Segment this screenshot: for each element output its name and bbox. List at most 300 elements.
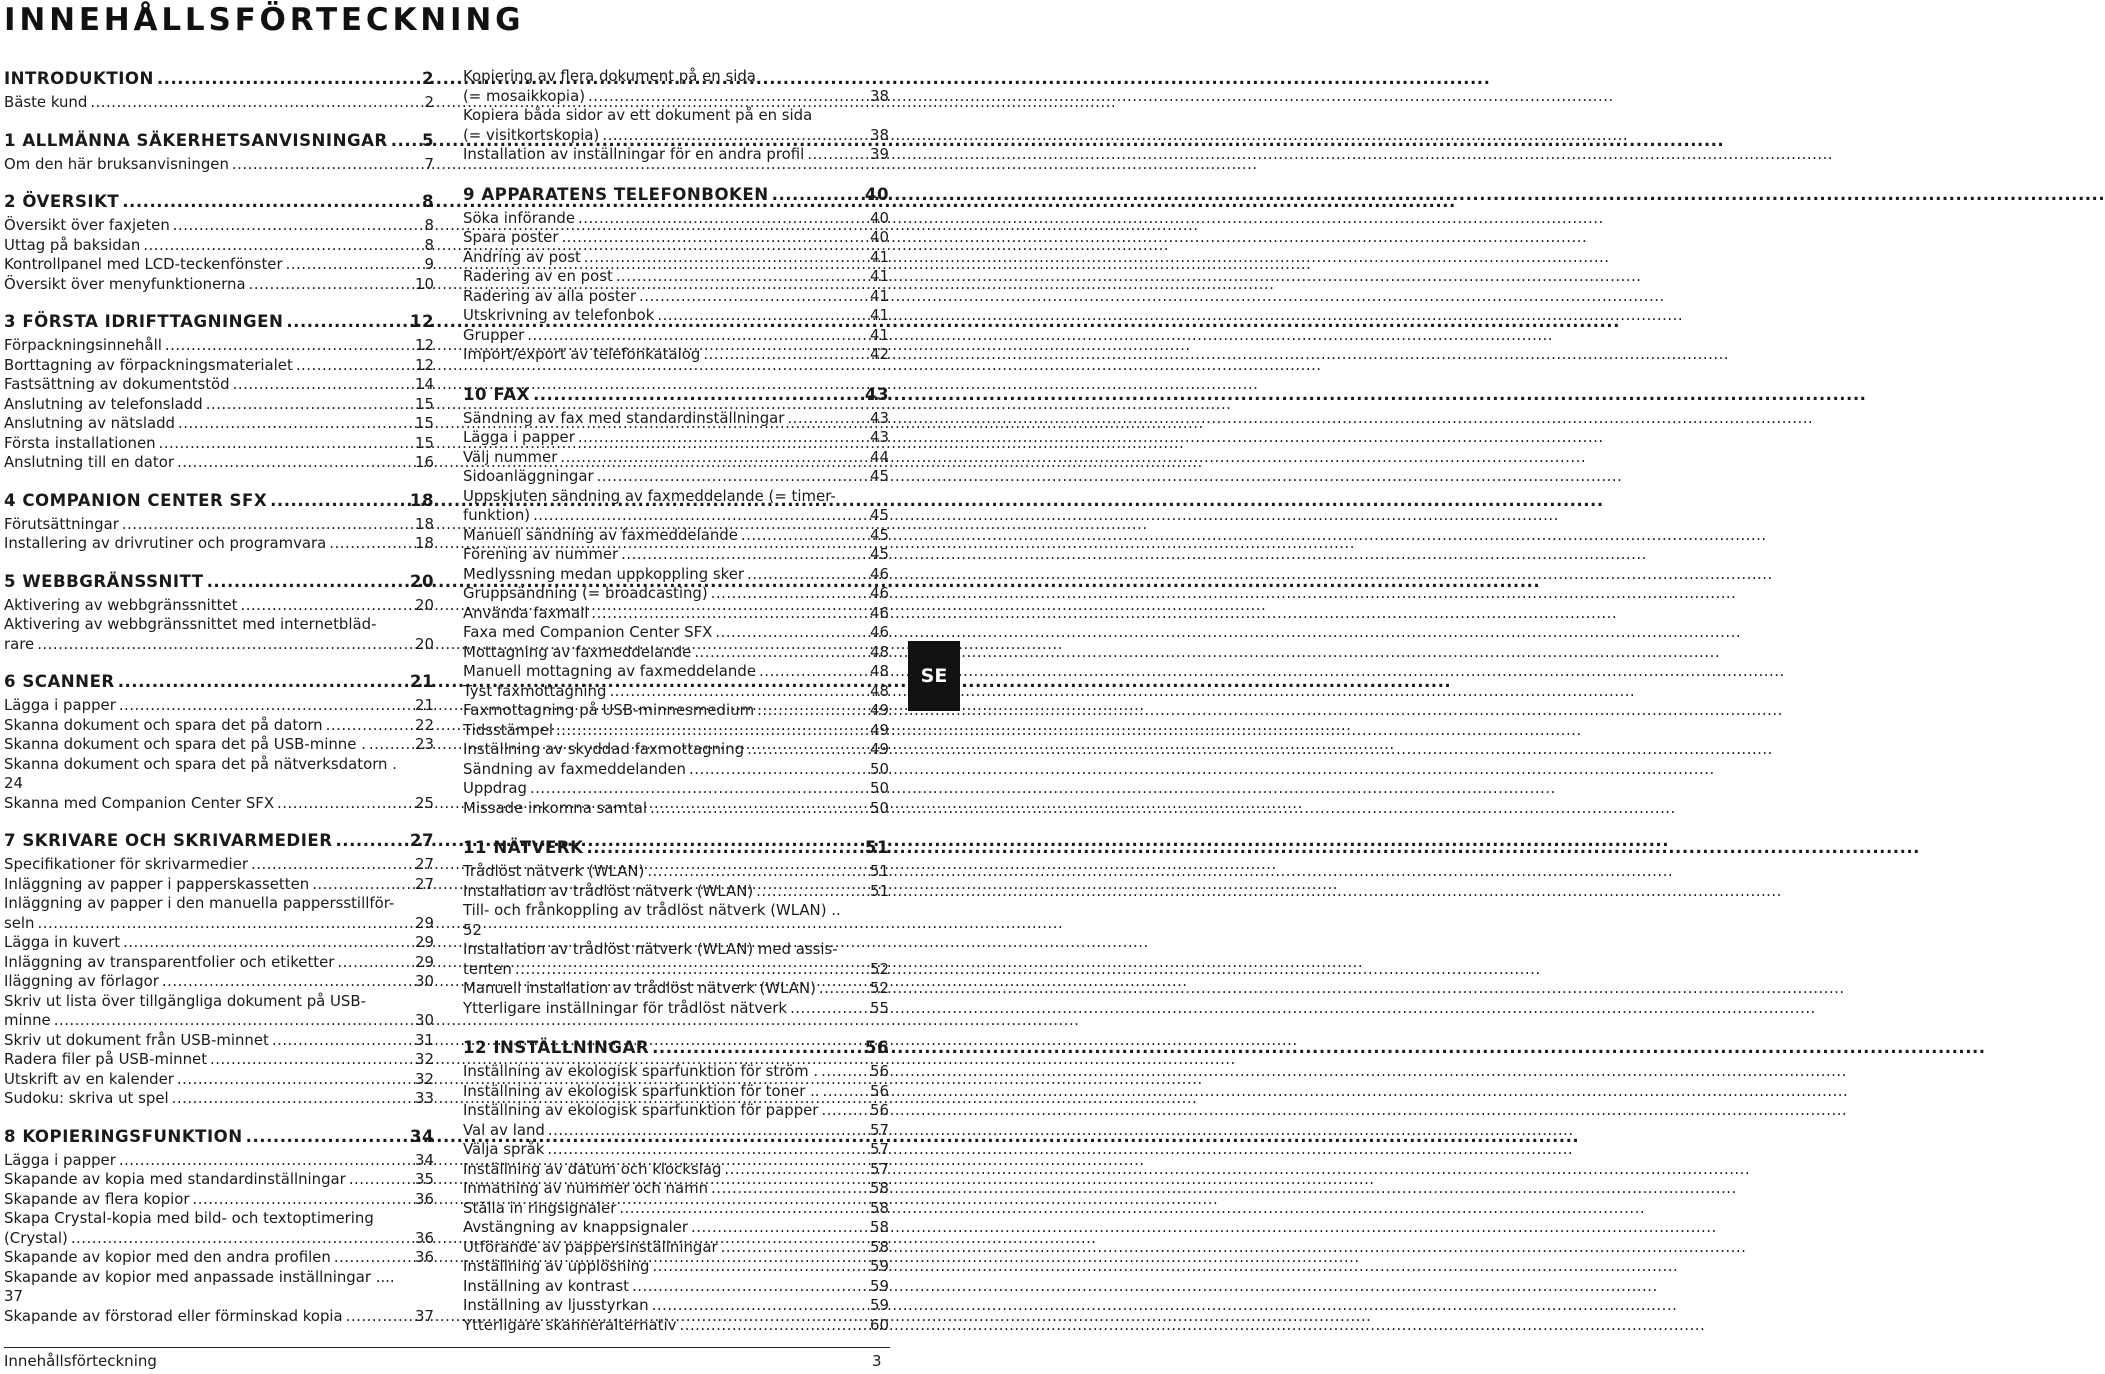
dot-leader (578, 428, 867, 448)
toc-entry-title: Faxa med Companion Center SFX (463, 623, 713, 641)
toc-entry[interactable] (4, 275, 434, 295)
toc-heading-title: 8 KOPIERINGSFUNKTION (4, 1126, 243, 1146)
toc-entry-title: Trådlöst nätverk (WLAN) (463, 862, 645, 880)
toc-entry[interactable] (4, 953, 434, 973)
dot-leader (747, 565, 867, 585)
toc-heading[interactable] (4, 489, 434, 512)
toc-entry-title-line1: Installation av trådlöst nätverk (WLAN) med assis- (463, 940, 838, 958)
toc-heading-title: 5 WEBBGRÄNSSNITT (4, 571, 204, 591)
toc-entry-page: 15 (415, 394, 434, 413)
toc-entry-page: 45 (870, 545, 889, 563)
toc-heading[interactable] (4, 829, 434, 852)
toc-entry-title-line1: Skanna dokument och spara det på nätverksdatorn . (4, 754, 397, 773)
toc-entry[interactable] (463, 1199, 889, 1219)
toc-entry[interactable] (4, 434, 434, 454)
dot-leader (277, 794, 412, 814)
toc-heading[interactable] (463, 183, 889, 206)
toc-entry[interactable] (4, 1070, 434, 1090)
toc-entry[interactable] (4, 716, 434, 736)
toc-entry[interactable] (463, 779, 889, 799)
toc-entry-title: Skapande av kopior med den andra profilen (4, 1248, 331, 1266)
toc-entry[interactable] (4, 216, 434, 236)
toc-entry[interactable] (4, 735, 434, 755)
toc-entry[interactable] (463, 326, 889, 346)
toc-entry-page: 14 (415, 375, 434, 393)
toc-entry-page: 51 (870, 881, 889, 900)
toc-entry[interactable] (463, 248, 889, 268)
dot-leader (547, 1140, 867, 1160)
toc-entry[interactable] (4, 755, 434, 794)
toc-entry-title: Skapande av kopia med standardinställningar (4, 1170, 346, 1188)
toc-entry-page: 29 (415, 933, 434, 951)
toc-heading-title: 2 ÖVERSIKT (4, 192, 120, 211)
toc-entry-page: 12 (415, 355, 434, 374)
toc-section (4, 670, 434, 813)
toc-entry[interactable] (463, 999, 889, 1019)
toc-entry-title: Installation av inställningar för en andra profil (463, 145, 805, 163)
toc-entry-line2-title: (Crystal) (4, 1228, 68, 1247)
toc-entry-page: 22 (415, 715, 434, 734)
toc-entry[interactable] (463, 448, 889, 468)
toc-entry-page: 24 (4, 774, 23, 792)
toc-entry-title: Inställning av ljusstyrkan (463, 1296, 649, 1314)
toc-entry-page: 36 (415, 1248, 434, 1266)
toc-entry-page: 20 (415, 595, 434, 614)
toc-entry-title: Inläggning av papper i papperskassetten (4, 874, 310, 893)
toc-entry-title: Ytterligare inställningar för trådlöst nätverk (463, 998, 788, 1017)
toc-entry-page: 39 (870, 145, 889, 163)
dot-leader (578, 209, 867, 229)
toc-entry-title: Sidoanläggningar (463, 467, 594, 485)
toc-heading-page: 43 (864, 384, 889, 404)
toc-entry-title: Lägga i papper (4, 696, 116, 714)
toc-entry[interactable] (463, 721, 889, 741)
toc-entry-title: Inställning av ekologisk sparfunktion för toner .. (463, 1081, 820, 1100)
toc-entry[interactable] (463, 1062, 889, 1082)
toc-entry-page: 37 (4, 1287, 23, 1305)
toc-heading[interactable] (463, 836, 889, 859)
toc-entry-title: Radera filer på USB-minnet (4, 1050, 208, 1068)
toc-entry-page: 27 (415, 855, 434, 873)
toc-heading-title: 6 SCANNER (4, 672, 115, 691)
footer-divider (4, 1347, 890, 1348)
toc-entry[interactable] (4, 894, 434, 933)
toc-entry[interactable] (463, 760, 889, 780)
dot-leader (715, 623, 867, 643)
toc-entry-page: 50 (870, 798, 889, 817)
toc-entry[interactable] (4, 515, 434, 535)
dot-leader (346, 1307, 412, 1327)
dot-leader (616, 267, 867, 287)
toc-entry[interactable] (463, 306, 889, 326)
toc-entry[interactable] (463, 584, 889, 604)
toc-section (4, 310, 434, 473)
dot-leader (821, 1101, 867, 1121)
dot-leader (193, 1190, 413, 1210)
dot-leader (548, 1121, 867, 1141)
dot-leader (157, 67, 405, 90)
toc-entry[interactable] (463, 604, 889, 624)
toc-section (463, 836, 889, 1018)
toc-entry-page: 45 (870, 467, 889, 485)
toc-section (463, 1036, 889, 1335)
toc-entry-page: 52 (870, 979, 889, 997)
toc-entry[interactable] (463, 1082, 889, 1102)
toc-heading[interactable] (4, 67, 434, 90)
toc-entry-title: Lägga in kuvert (4, 933, 121, 951)
toc-heading[interactable] (463, 383, 889, 406)
toc-entry[interactable] (463, 428, 889, 448)
toc-entry-page: 21 (415, 696, 434, 714)
dot-leader (759, 662, 867, 682)
toc-entry-page: 29 (415, 952, 434, 971)
dot-leader (823, 1082, 868, 1102)
toc-entry[interactable] (4, 992, 434, 1031)
toc-entry[interactable] (4, 1307, 434, 1327)
toc-entry-title: Ändring av post (463, 247, 581, 266)
language-badge[interactable]: SE (908, 641, 960, 711)
dot-leader (123, 933, 412, 953)
dot-leader (790, 999, 867, 1019)
toc-entry-title: Grupper (463, 325, 525, 344)
toc-entry-title: Skanna dokument och spara det på USB-minne . (4, 735, 366, 753)
toc-entry[interactable] (463, 228, 889, 248)
toc-entry[interactable] (463, 106, 889, 145)
dot-leader (37, 635, 412, 655)
toc-entry-line2-title: (= visitkortskopia) (463, 125, 600, 144)
toc-entry-title: Förening av nummer (463, 545, 619, 563)
dot-leader (591, 604, 867, 624)
toc-heading-page: 40 (864, 184, 889, 204)
toc-entry-title: Ytterligare skanneralternativ (463, 1315, 677, 1334)
dot-leader (165, 336, 412, 356)
toc-entry[interactable] (4, 855, 434, 875)
dot-leader (143, 236, 421, 256)
toc-entry-title: Mottagning av faxmeddelande (463, 642, 692, 661)
toc-entry[interactable] (463, 1140, 889, 1160)
toc-entry-page: 43 (870, 408, 889, 427)
toc-heading-page: 56 (864, 1038, 889, 1057)
dot-leader (232, 155, 422, 175)
toc-heading-page: 20 (409, 571, 434, 591)
toc-entry-title: Borttagning av förpackningsmaterialet (4, 355, 293, 374)
toc-entry-line2-page: 45 (870, 506, 889, 524)
dot-leader (329, 534, 412, 554)
toc-entry-page: 55 (870, 998, 889, 1017)
toc-entry-title: Förpackningsinnehåll (4, 336, 162, 354)
toc-entry-line2-page: 30 (415, 1011, 434, 1029)
toc-entry-page: 44 (870, 447, 889, 466)
dot-leader (527, 326, 867, 346)
toc-entry[interactable] (4, 794, 434, 814)
toc-entry-page: 59 (870, 1257, 889, 1275)
toc-entry[interactable] (4, 375, 434, 395)
toc-entry-line2 (463, 126, 889, 146)
dot-leader (240, 596, 412, 616)
toc-entry-line2-page: 38 (870, 86, 889, 105)
dot-leader (172, 1089, 412, 1109)
toc-entry[interactable] (463, 545, 889, 565)
dot-leader (270, 489, 405, 512)
toc-entry-title-line1: Aktivering av webbgränssnittet med internetbläd- (4, 615, 377, 633)
dot-leader (597, 467, 867, 487)
toc-entry[interactable] (463, 345, 889, 365)
toc-entry-line2 (463, 87, 889, 107)
toc-entry[interactable] (4, 453, 434, 473)
toc-entry-title-line1: Till- och frånkoppling av trådlöst nätverk (WLAN) .. (463, 901, 841, 919)
dot-leader (173, 216, 422, 236)
dot-leader (747, 740, 867, 760)
toc-entry[interactable] (463, 1121, 889, 1141)
toc-entry-title: Skanna med Companion Center SFX (4, 793, 275, 812)
toc-entry[interactable] (4, 336, 434, 356)
toc-entry[interactable] (4, 1151, 434, 1171)
dot-leader (38, 914, 413, 934)
toc-entry[interactable] (463, 145, 889, 165)
toc-entry[interactable] (463, 1218, 889, 1238)
dot-leader (207, 570, 405, 593)
dot-leader (711, 584, 867, 604)
toc-entry[interactable] (463, 740, 889, 760)
toc-heading-page: 5 (421, 130, 434, 150)
toc-entry-line2-page: 38 (870, 125, 889, 144)
toc-entry[interactable] (4, 972, 434, 992)
toc-entry[interactable] (463, 267, 889, 287)
toc-entry-page: 25 (415, 793, 434, 812)
toc-entry[interactable] (4, 1209, 434, 1248)
toc-entry[interactable] (4, 615, 434, 654)
dot-leader (639, 287, 867, 307)
toc-heading[interactable] (4, 570, 434, 593)
footer-label: Innehållsförteckning (4, 1352, 157, 1370)
toc-entry-page: 49 (870, 701, 889, 719)
toc-entry-line2 (4, 1229, 434, 1249)
toc-entry[interactable] (463, 487, 889, 526)
toc-entry-title: Utskrift av en kalender (4, 1069, 174, 1088)
toc-entry-page: 52 (463, 920, 482, 939)
toc-entry-title: Skanna dokument och spara det på datorn (4, 715, 323, 734)
toc-heading-page: 34 (409, 1126, 434, 1146)
toc-heading[interactable] (4, 1125, 434, 1148)
toc-section (4, 190, 434, 294)
toc-entry[interactable] (463, 682, 889, 702)
toc-entry[interactable] (463, 901, 889, 940)
toc-entry[interactable] (463, 1257, 889, 1277)
toc-entry-page: 41 (870, 267, 889, 285)
toc-entry-title: Spara poster (463, 228, 559, 246)
toc-entry-page: 50 (870, 779, 889, 797)
toc-entry[interactable] (463, 662, 889, 682)
toc-section (4, 1125, 434, 1327)
toc-entry-page: 32 (415, 1050, 434, 1068)
toc-entry[interactable] (4, 395, 434, 415)
toc-heading[interactable] (4, 129, 434, 152)
toc-heading[interactable] (463, 1036, 889, 1059)
toc-entry-title: Inmatning av nummer och namn (463, 1179, 709, 1197)
toc-entry-page: 18 (415, 534, 434, 552)
toc-entry[interactable] (463, 1238, 889, 1258)
toc-entry[interactable] (463, 799, 889, 819)
toc-entry-title: Installering av drivrutiner och programvara (4, 534, 327, 552)
toc-entry[interactable] (4, 696, 434, 716)
toc-entry[interactable] (4, 155, 434, 175)
toc-entry-title: Skapande av förstorad eller förminskad kopia (4, 1306, 343, 1325)
toc-heading-page: 2 (421, 69, 434, 88)
toc-entry[interactable] (463, 1160, 889, 1180)
toc-entry[interactable] (463, 1179, 889, 1199)
toc-entry-page: 23 (415, 735, 434, 753)
toc-entry-title: Inställning av ekologisk sparfunktion för ström . (463, 1062, 819, 1080)
toc-entry-page: 15 (415, 433, 434, 452)
toc-entry[interactable] (463, 467, 889, 487)
toc-entry-title: Använda faxmall (463, 603, 589, 622)
toc-entry[interactable] (463, 1296, 889, 1316)
toc-entry-page: 32 (415, 1069, 434, 1088)
toc-entry-title: Om den här bruksanvisningen (4, 154, 229, 173)
toc-entry[interactable] (463, 209, 889, 229)
toc-entry[interactable] (463, 1101, 889, 1121)
toc-entry-title: Första installationen (4, 433, 156, 452)
page-title: INNEHÅLLSFÖRTECKNING (4, 2, 525, 38)
dot-leader (741, 526, 867, 546)
toc-entry-page: 12 (415, 336, 434, 354)
toc-section (463, 67, 889, 165)
toc-entry-line2-page: 52 (870, 959, 889, 978)
toc-entry[interactable] (463, 1316, 889, 1336)
dot-leader (588, 87, 867, 107)
toc-entry-page: 46 (870, 584, 889, 602)
toc-entry[interactable] (4, 933, 434, 953)
toc-entry-line2-page: 29 (415, 913, 434, 932)
toc-entry-title: Översikt över faxjeten (4, 216, 170, 234)
dot-leader (632, 1277, 867, 1297)
toc-entry-title: Manuell mottagning av faxmeddelande (463, 662, 756, 680)
dot-leader (621, 545, 867, 565)
dot-leader (246, 1125, 405, 1148)
dot-leader (689, 760, 867, 780)
toc-entry-title: Tyst faxmottagning (463, 681, 607, 700)
toc-entry-page: 49 (870, 740, 889, 758)
dot-leader (650, 799, 867, 819)
toc-entry[interactable] (463, 67, 889, 106)
toc-entry-page: 15 (415, 414, 434, 432)
dot-leader (787, 409, 867, 429)
toc-entry[interactable] (463, 409, 889, 429)
toc-entry-title: Utskrivning av telefonbok (463, 306, 655, 324)
toc-entry-page: 33 (415, 1089, 434, 1107)
dot-leader (711, 1179, 867, 1199)
toc-entry-title: Söka införande (463, 208, 576, 227)
dot-leader (721, 1238, 867, 1258)
dot-leader (602, 126, 867, 146)
toc-entry[interactable] (4, 1248, 434, 1268)
dot-leader (312, 875, 412, 895)
toc-entry[interactable] (463, 643, 889, 663)
toc-heading-title: INTRODUKTION (4, 69, 154, 88)
toc-entry[interactable] (4, 596, 434, 616)
toc-entry[interactable] (4, 875, 434, 895)
toc-entry-page: 27 (415, 874, 434, 893)
toc-entry-title: Bäste kund (4, 93, 88, 111)
toc-entry[interactable] (4, 1170, 434, 1190)
toc-entry-line2-title: tenten (463, 959, 512, 978)
toc-heading[interactable] (4, 310, 434, 333)
toc-entry[interactable] (4, 414, 434, 434)
toc-entry[interactable] (4, 93, 434, 113)
dot-leader (391, 129, 405, 152)
toc-heading-page: 21 (409, 672, 434, 691)
dot-leader (326, 716, 412, 736)
toc-entry[interactable] (463, 979, 889, 999)
toc-entry[interactable] (4, 534, 434, 554)
toc-entry-page: 59 (870, 1276, 889, 1295)
dot-leader (533, 506, 867, 526)
toc-entry-title: Sudoku: skriva ut spel (4, 1089, 169, 1107)
dot-leader (586, 836, 860, 859)
toc-entry[interactable] (4, 1268, 434, 1307)
dot-leader (609, 682, 867, 702)
dot-leader (584, 248, 867, 268)
dot-leader (533, 383, 860, 406)
toc-entry[interactable] (4, 255, 434, 275)
dot-leader (119, 696, 412, 716)
toc-entry[interactable] (4, 1089, 434, 1109)
toc-entry-page: 46 (870, 603, 889, 622)
dot-leader (369, 735, 412, 755)
toc-entry[interactable] (463, 940, 889, 979)
dot-leader (349, 1170, 412, 1190)
toc-entry-title: Inställning av ekologisk sparfunktion för papper (463, 1101, 819, 1119)
toc-heading-title: 9 APPARATENS TELEFONBOKEN (463, 184, 769, 204)
dot-leader (619, 1199, 867, 1219)
toc-entry[interactable] (463, 701, 889, 721)
toc-entry-page: 58 (870, 1179, 889, 1197)
toc-entry[interactable] (4, 356, 434, 376)
toc-heading[interactable] (4, 190, 434, 213)
toc-entry[interactable] (463, 882, 889, 902)
toc-entry[interactable] (4, 1031, 434, 1051)
toc-entry-title-line1: Skapa Crystal-kopia med bild- och textoptimering (4, 1209, 374, 1227)
dot-leader (272, 1031, 412, 1051)
toc-heading-title: 10 FAX (463, 384, 530, 404)
toc-entry-title: Fastsättning av dokumentstöd (4, 375, 230, 393)
toc-entry[interactable] (4, 1050, 434, 1070)
toc-entry[interactable] (463, 623, 889, 643)
toc-section (463, 383, 889, 819)
toc-section (4, 829, 434, 1109)
toc-entry-page: 37 (415, 1306, 434, 1325)
dot-leader (336, 829, 406, 852)
toc-entry[interactable] (4, 1190, 434, 1210)
toc-section (4, 129, 434, 175)
toc-entry-line2 (463, 960, 889, 980)
toc-entry[interactable] (463, 862, 889, 882)
toc-heading[interactable] (4, 670, 434, 693)
dot-leader (515, 960, 867, 980)
toc-entry-page: 40 (870, 228, 889, 246)
toc-entry[interactable] (463, 287, 889, 307)
toc-entry[interactable] (463, 526, 889, 546)
toc-entry-title: Specifikationer för skrivarmedier (4, 855, 248, 873)
dot-leader (90, 93, 421, 113)
toc-entry[interactable] (4, 236, 434, 256)
toc-entry-page: 8 (424, 216, 434, 234)
toc-entry-title: Manuell installation av trådlöst nätverk (WLAN) (463, 979, 816, 997)
toc-entry[interactable] (463, 1277, 889, 1297)
toc-heading-title: 7 SKRIVARE OCH SKRIVARMEDIER (4, 831, 333, 850)
toc-entry[interactable] (463, 565, 889, 585)
toc-entry-title: Kontrollpanel med LCD-teckenfönster (4, 255, 283, 273)
